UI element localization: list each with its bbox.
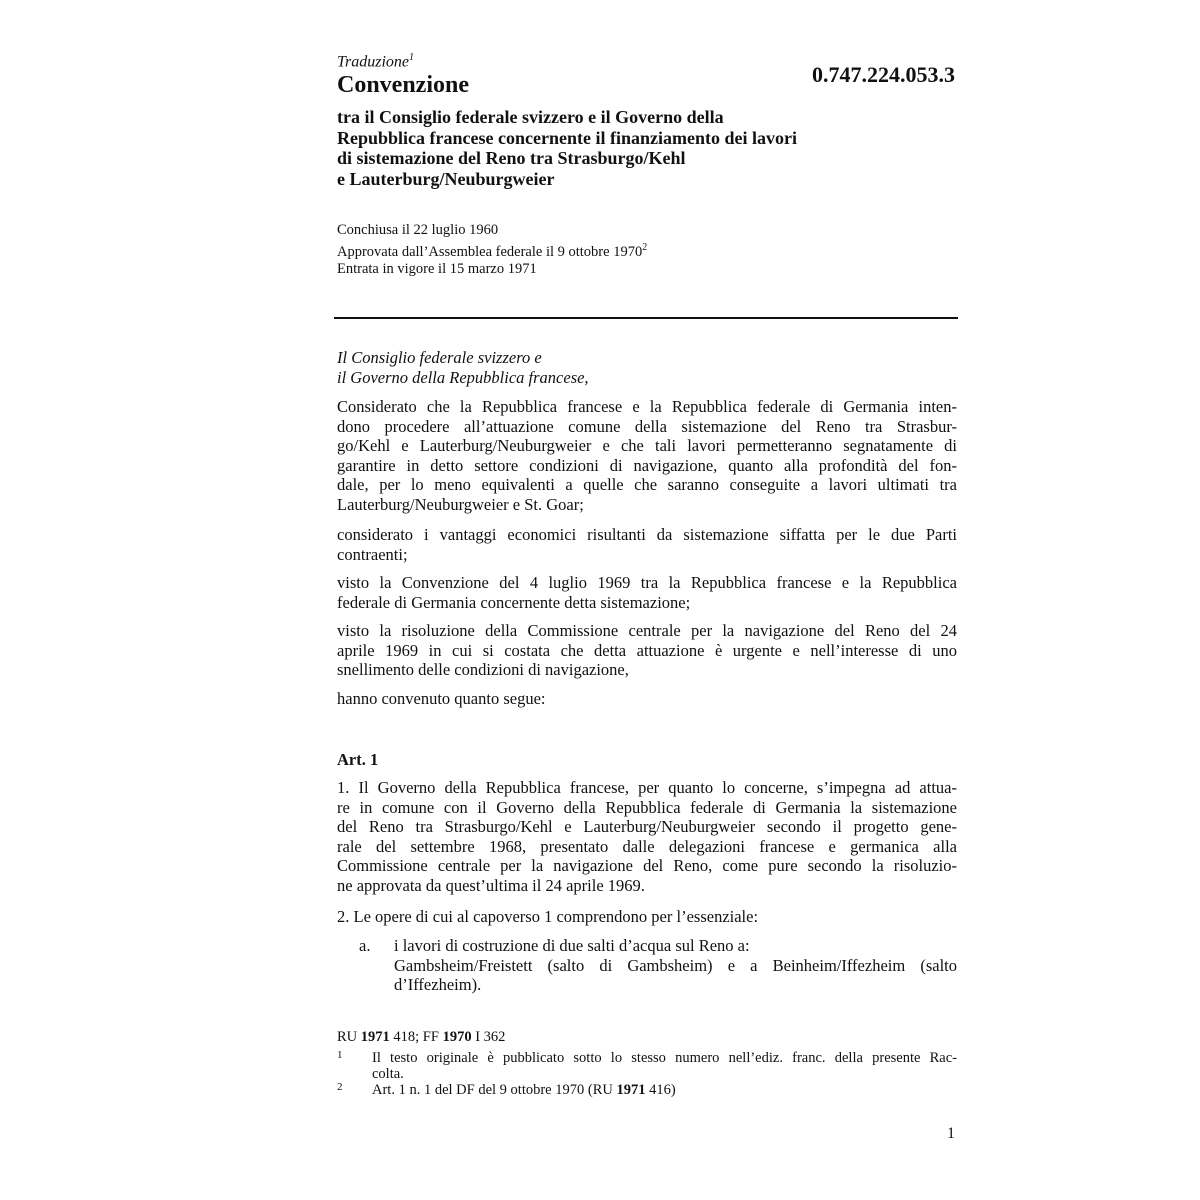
date-approved-text: Approvata dall’Assemblea federale il 9 ottobre 1970 — [337, 243, 643, 260]
text-line: garantire in detto settore condizioni di navigazione, quanto alla profondità del fon- — [337, 455, 957, 475]
text-line: Lauterburg/Neuburgweier e St. Goar; — [337, 494, 584, 514]
text-line: d’Iffezheim). — [394, 975, 482, 994]
text-line: contraenti; — [337, 544, 408, 564]
official-reference — [337, 1029, 957, 1046]
preamble-heading-line: Il Consiglio federale svizzero e — [337, 348, 542, 367]
text-line: federale di Germania concernente detta sistemazione; — [337, 592, 691, 612]
preamble-heading-line: il Governo della Repubblica francese, — [337, 368, 589, 387]
page-number: 1 — [947, 1125, 955, 1142]
text-line: Commissione centrale per la navigazione del Reno, come pure secondo la risoluzio- — [337, 856, 957, 875]
dates-block — [337, 222, 957, 278]
text-line: visto la Convenzione del 4 luglio 1969 tra la Repubblica francese e la Repubblica — [337, 573, 957, 592]
ref-text: 418; FF — [389, 1029, 443, 1045]
text-line: dono procedere all’attuazione comune della sistemazione del Reno tra Strasbur- — [337, 416, 957, 436]
preamble-heading — [337, 348, 957, 388]
footnote-1 — [337, 1050, 957, 1084]
footnote-text-part: Art. 1 n. 1 del DF del 9 ottobre 1970 (RU — [372, 1082, 617, 1098]
footnote-number: 2 — [337, 1081, 343, 1093]
text-line: 2. Le opere di cui al capoverso 1 comprendono per l’essenziale: — [337, 907, 759, 926]
preamble-paragraph-1 — [337, 397, 957, 514]
document-title: Convenzione — [337, 72, 469, 98]
footnote-ref-2[interactable]: 2 — [642, 242, 648, 253]
text-line: colta. — [372, 1066, 404, 1082]
ref-year: 1971 — [616, 1082, 646, 1098]
ref-text: RU — [337, 1029, 361, 1045]
footnote-text-part: 416) — [645, 1082, 676, 1098]
system-number: 0.747.224.053.3 — [812, 62, 955, 87]
text-line: Gambsheim/Freistett (salto di Gambsheim) e a Beinheim/Iffezheim (salto — [394, 955, 957, 975]
preamble-paragraph-4 — [337, 621, 957, 680]
translation-label-text: Traduzione — [337, 53, 410, 71]
footnote-text — [372, 1050, 957, 1082]
list-marker: a. — [359, 936, 371, 955]
preamble-paragraph-3 — [337, 573, 957, 612]
subtitle-line: tra il Consiglio federale svizzero e il Governo della — [337, 107, 724, 127]
text-line: i lavori di costruzione di due salti d’acqua sul Reno a: — [394, 936, 750, 955]
footnote-2 — [337, 1082, 957, 1100]
text-line: 1. Il Governo della Repubblica francese, per quanto lo concerne, s’impegna ad attua- — [337, 778, 957, 797]
document-subtitle — [337, 107, 957, 189]
article-paragraph-1 — [337, 778, 957, 895]
subtitle-line: e Lauterburg/Neuburgweier — [337, 168, 555, 189]
text-line: aprile 1969 in cui si costata che detta attuazione è urgente e nell’interesse di uno — [337, 640, 957, 660]
preamble-paragraph-2 — [337, 525, 957, 564]
date-concluded: Conchiusa il 22 luglio 1960 — [337, 222, 499, 238]
article-title: Art. 1 — [337, 750, 379, 769]
preamble-paragraph-5 — [337, 689, 957, 709]
text-line: Considerato che la Repubblica francese e la Repubblica federale di Germania inten- — [337, 397, 957, 416]
text-line: ne approvata da quest’ultima il 24 aprile 1969. — [337, 875, 645, 895]
footnote-text — [372, 1082, 957, 1098]
ref-year: 1971 — [360, 1029, 390, 1045]
subtitle-line: di sistemazione del Reno tra Strasburgo/Kehl — [337, 148, 686, 168]
text-line: re in comune con il Governo della Repubblica federale di Germania la sistemazione — [337, 797, 957, 817]
text-line: rale del settembre 1968, presentato dalle delegazioni francese e germanica alla — [337, 836, 957, 856]
text-line: del Reno tra Strasburgo/Kehl e Lauterburg/Neuburgweier secondo il progetto gene- — [337, 817, 957, 836]
article-paragraph-2 — [337, 907, 957, 927]
horizontal-rule — [334, 317, 958, 319]
ref-year: 1970 — [442, 1029, 472, 1045]
date-approved — [337, 239, 957, 261]
text-line: Il testo originale è pubblicato sotto lo stesso numero nell’ediz. franc. della presente Rac- — [372, 1050, 957, 1066]
ref-text: I 362 — [471, 1029, 506, 1045]
list-item-text — [394, 936, 957, 995]
text-line: considerato i vantaggi economici risultanti da sistemazione siffatta per le due Parti — [337, 525, 957, 544]
text-line: visto la risoluzione della Commissione centrale per la navigazione del Reno del 24 — [337, 621, 957, 640]
text-line: go/Kehl e Lauterburg/Neuburgweier e che tali lavori permetteranno segnatamente di — [337, 436, 957, 455]
date-in-force: Entrata in vigore il 15 marzo 1971 — [337, 260, 537, 277]
subtitle-line: Repubblica francese concernente il finanziamento dei lavori — [337, 127, 797, 148]
text-line: snellimento delle condizioni di navigazione, — [337, 660, 629, 679]
text-line: hanno convenuto quanto segue: — [337, 689, 546, 708]
footnote-number: 1 — [337, 1049, 343, 1061]
footnote-ref-1[interactable]: 1 — [409, 52, 415, 63]
text-line: dale, per lo meno equivalenti a quelle che saranno conseguite a lavori ultimati tra — [337, 475, 957, 494]
